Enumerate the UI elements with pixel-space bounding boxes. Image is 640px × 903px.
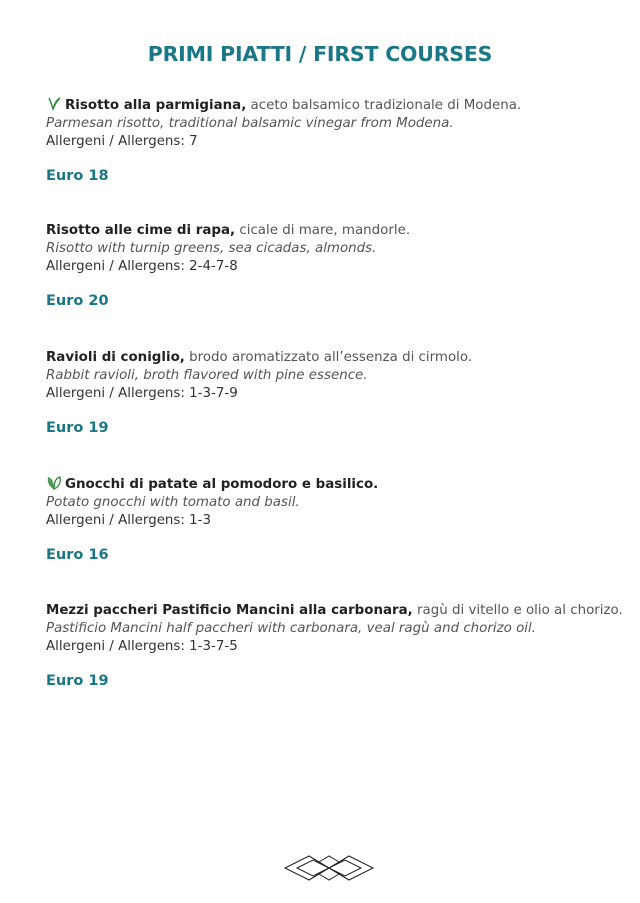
- dish-price: Euro 18: [46, 168, 109, 184]
- ornament-icon: [283, 852, 375, 884]
- dish-allergens: Allergeni / Allergens: 7: [46, 134, 198, 149]
- dish-name: Gnocchi di patate al pomodoro e basilico.: [65, 477, 379, 492]
- dish-allergens: Allergeni / Allergens: 2-4-7-8: [46, 259, 238, 274]
- dish-price: Euro 20: [46, 293, 109, 309]
- dish-price: Euro 19: [46, 420, 109, 436]
- dish-price: Euro 16: [46, 547, 109, 563]
- dish-description: ragù di vitello e olio al chorizo.: [412, 603, 623, 618]
- dish-description: brodo aromatizzato all’essenza di cirmolo.: [184, 350, 473, 365]
- dish-allergens: Allergeni / Allergens: 1-3-7-5: [46, 639, 238, 654]
- dish-english: Rabbit ravioli, broth flavored with pine essence.: [46, 368, 368, 383]
- menu-item: [46, 602, 626, 689]
- dish-english: Risotto with turnip greens, sea cicadas, almonds.: [46, 241, 377, 256]
- dish-description: aceto balsamico tradizionale di Modena.: [246, 98, 522, 113]
- dish-name: Risotto alle cime di rapa,: [46, 223, 236, 238]
- dish-name: Risotto alla parmigiana,: [65, 98, 247, 113]
- dish-allergens: Allergeni / Allergens: 1-3-7-9: [46, 386, 238, 401]
- leaf-icon: [46, 96, 62, 111]
- menu-item: [46, 475, 626, 563]
- dish-price: Euro 19: [46, 673, 109, 689]
- dish-allergens: Allergeni / Allergens: 1-3: [46, 513, 212, 528]
- dish-english: Potato gnocchi with tomato and basil.: [46, 495, 300, 510]
- vegan-leaf-icon: [46, 475, 62, 490]
- dish-description: cicale di mare, mandorle.: [235, 223, 411, 238]
- menu-item: [46, 349, 626, 436]
- dish-name: Ravioli di coniglio,: [46, 350, 185, 365]
- menu-item: [46, 222, 626, 309]
- menu-item: [46, 96, 626, 184]
- dish-english: Pastificio Mancini half paccheri with carbonara, veal ragù and chorizo oil.: [46, 621, 536, 636]
- dish-name: Mezzi paccheri Pastificio Mancini alla carbonara,: [46, 603, 413, 618]
- dish-english: Parmesan risotto, traditional balsamic vinegar from Modena.: [46, 116, 454, 131]
- page-title: PRIMI PIATTI / FIRST COURSES: [147, 42, 493, 66]
